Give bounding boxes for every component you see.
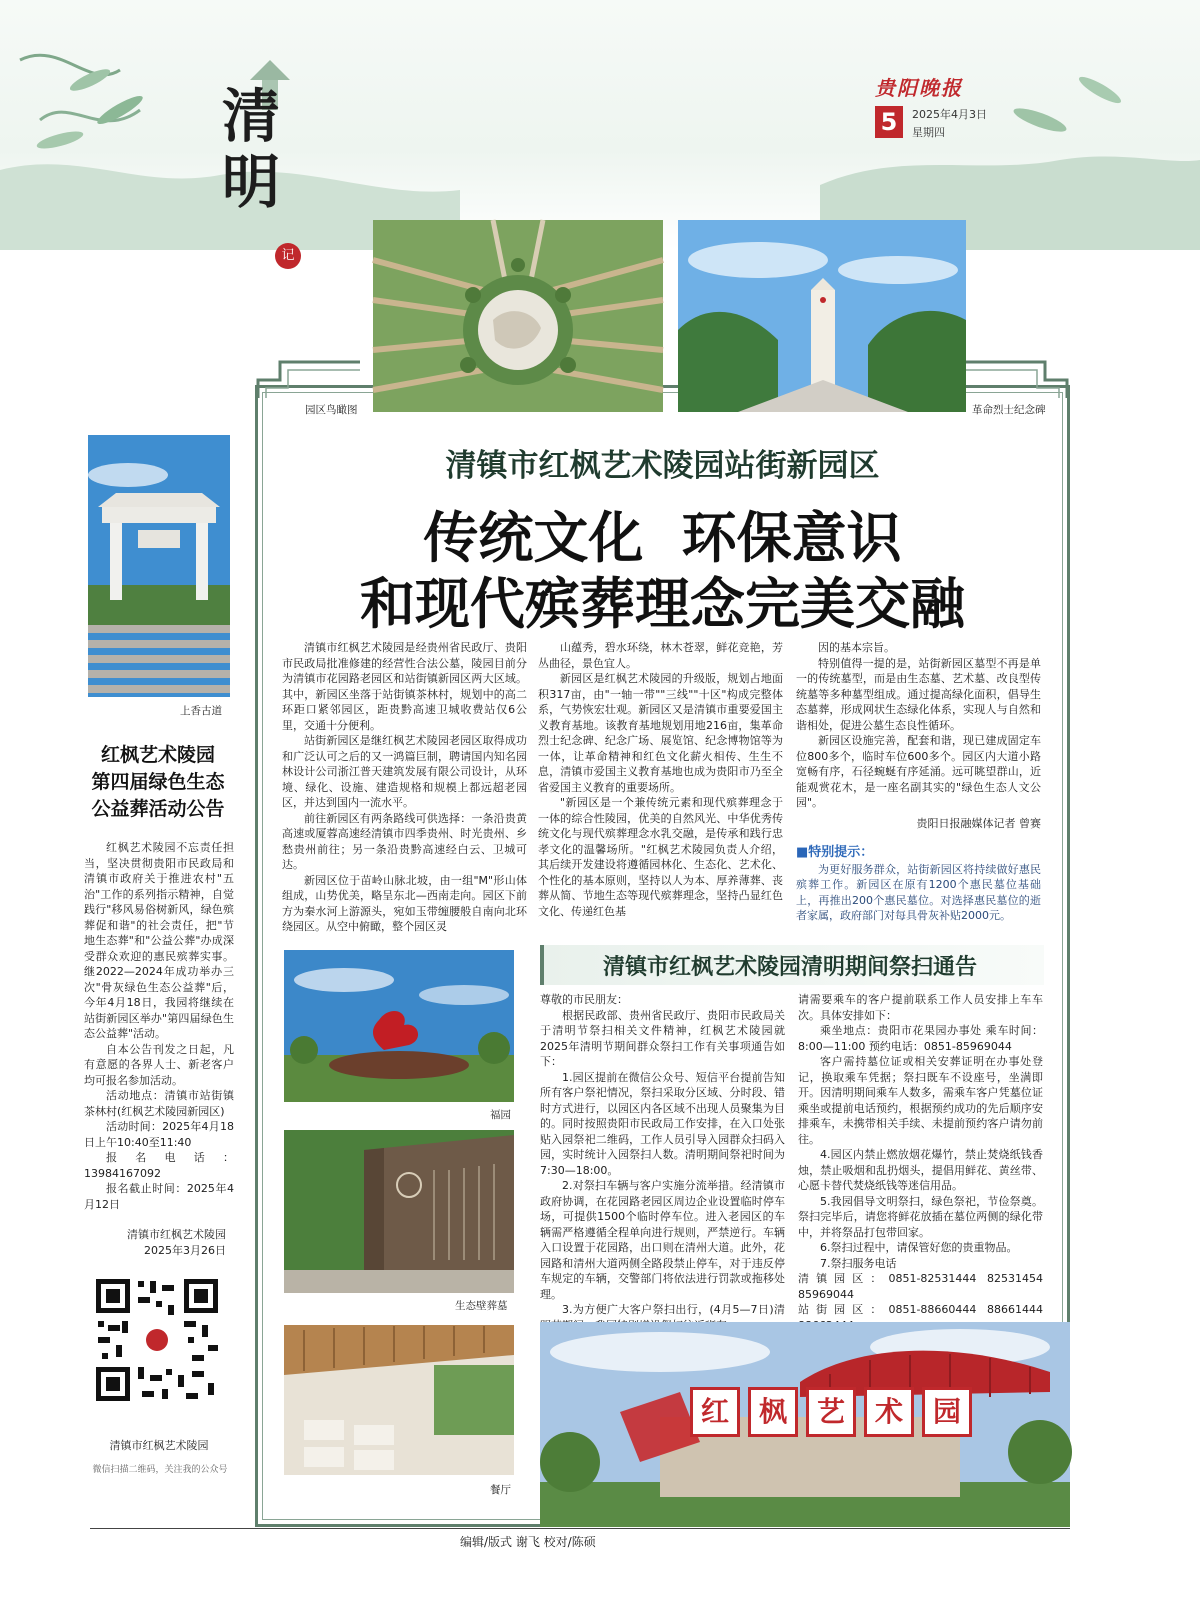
restaurant-photo: [284, 1325, 514, 1475]
article-paragraph: 新园区设施完善，配套和谐，现已建成固定车位800多个，临时车位600多个。园区内大道小路宽畅有序，石径蜿蜒有序延涌。远可眺望群山，近能观赏花木，是一座名副其实的"绿色生态人文公园"。: [796, 734, 1041, 809]
incense-path-caption: 上香古道: [180, 705, 222, 717]
sidebar-paragraph: 报名截止时间：2025年4月12日: [84, 1182, 234, 1211]
monument-caption: 革命烈士纪念碑: [972, 404, 1046, 416]
incense-path-image: [88, 435, 230, 697]
fu-garden-photo: [284, 950, 514, 1102]
sidebar-title-line: 第四届绿色生态: [91, 771, 225, 793]
issue-weekday: 星期四: [912, 126, 945, 139]
article-paragraph: "新园区是一个兼传统元素和现代殡葬理念于一体的综合性陵园，优美的自然风光、中华优秀传统文化与现代殡葬理念水乳交融，是传承和践行忠孝文化的温馨场所。"红枫艺术陵园负责人介绍，其后续开发建设将遵循园林化、生态化、艺术化、个性化的基本原则，坚持以人为本、厚养薄葬、丧葬从简、节地生态等现代殡葬理念，坚持凸显红色文化、传递红色基: [538, 796, 783, 918]
sidebar-paragraph: 活动地点：清镇市站街镇茶林村(红枫艺术陵园新园区): [84, 1089, 234, 1118]
paper-name: 贵阳晚报: [875, 76, 963, 100]
sign-char: 术: [864, 1387, 914, 1437]
sign-char: 艺: [806, 1387, 856, 1437]
notice-column-1: [540, 992, 785, 1322]
tip-text: 为更好服务群众，站街新园区将持续做好惠民殡葬工作。新园区在原有1200个惠民墓位基础上，再推出200个惠民墓位。对选择惠民墓位的逝者家属，政府部门对每具骨灰补贴2000元。: [796, 862, 1041, 922]
tip-label-text: 特别提示：: [808, 844, 874, 860]
footer-credits: 编辑/版式 谢飞 校对/陈硕: [460, 1535, 596, 1549]
sign-char: 红: [690, 1387, 740, 1437]
restaurant-caption: 餐厅: [490, 1484, 511, 1496]
article-paragraph: 新园区位于苗岭山脉北坡，由一组"M"形山体组成，山势优美，略呈东北—西南走向。园区下前方为秦水河上游源头，宛如玉带缠腰般自南向北环绕园区。从空中俯瞰，整个园区灵: [282, 873, 527, 933]
phone-value: 0851-82531444 82531454 85969044: [798, 1272, 1043, 1301]
frame-corner-left: [250, 352, 370, 402]
sidebar-paragraph: 自本公告刊发之日起，凡有意愿的各界人士、新老客户均可报名参加活动。: [84, 1042, 234, 1087]
article-paragraph: 前往新园区有两条路线可供选择：一条沿贵黄高速或厦蓉高速经清镇市四季贵州、时光贵州、乡愁贵州前往；另一条沿贵黔高速经白云、卫城可达。: [282, 811, 527, 871]
qr-hint: 微信扫描二维码，关注我的公众号: [92, 1465, 228, 1475]
byline: 贵阳日报融媒体记者 曾赛: [916, 816, 1041, 830]
article-column-1: [282, 640, 527, 950]
sidebar-signature: 清镇市红枫艺术陵园: [127, 1228, 226, 1241]
notice-paragraph: 请需要乘车的客户提前联系工作人员安排上车车次。具体安排如下：: [798, 993, 1043, 1022]
qr-label: 清镇市红枫艺术陵园: [109, 1439, 209, 1452]
notice-paragraph: 7.祭扫服务电话: [820, 1256, 897, 1270]
wall-burial-photo: [284, 1130, 514, 1293]
sign-char: 枫: [748, 1387, 798, 1437]
notice-column-2: [798, 992, 1043, 1322]
wall-burial-caption: 生态壁葬墓: [455, 1300, 508, 1312]
restaurant-image: [284, 1325, 514, 1475]
sidebar-title: [78, 742, 238, 823]
notice-paragraph: 乘坐地点：贵阳市花果园办事处 乘车时间：8:00—11:00 预约电话：0851-85969044: [798, 1024, 1043, 1053]
article-column-3: [796, 640, 1041, 960]
monument-image: [678, 220, 966, 412]
aerial-view-photo: [373, 220, 663, 412]
kicker: 清镇市红枫艺术陵园站街新园区: [445, 448, 880, 484]
sidebar-title-line: 红枫艺术陵园: [100, 744, 215, 766]
notice-paragraph: 客户需持墓位证或相关安葬证明在办事处登记，换取乘车凭据；祭扫既车不设座号，坐满即开。因清明期间乘车人数多，需乘车客户凭墓位证乘坐或提前电话预约，根据预约成功的先后顺序安排乘车，未携带相关手续、未提前预约客户请勿前往。: [798, 1055, 1043, 1146]
article-paragraph: 因的基本宗旨。: [818, 641, 895, 654]
landscape-illustration: [0, 0, 1200, 250]
notice-paragraph: 6.祭扫过程中，请保管好您的贵重物品。: [820, 1241, 1018, 1254]
gate-sign-letters: [690, 1387, 972, 1437]
article-paragraph: 站街新园区是继红枫艺术陵园老园区取得成功和广泛认可之后的又一鸿篇巨制，聘请国内知名园林设计公司浙江普天建筑发展有限公司设计，从环境、绿化、设施、建造规格和规模上都远超老园区，并达到国内一流水平。: [282, 734, 527, 809]
phone-label: 清镇园区：: [798, 1272, 889, 1285]
article-paragraph: 山蕴秀，碧水环绕，林木苍翠，鲜花竞艳，芳丛曲径，景色宜人。: [538, 641, 783, 670]
article-paragraph: 特别值得一提的是，站街新园区墓型不再是单一的传统墓型，而是由生态墓、艺术墓、改良型传统墓等多种墓型组成。通过提高绿化面积，倡导生态墓葬，形成网状生态绿化体系，实现人与自然和谐相处，促进公墓生态良性循环。: [796, 656, 1041, 732]
headline-line2: 和现代殡葬理念完美交融: [359, 571, 965, 636]
sidebar-sign-date: 2025年3月26日: [144, 1244, 226, 1257]
frame-corner-right: [955, 352, 1075, 402]
page-number: 5: [875, 106, 903, 138]
sidebar-body: [84, 840, 234, 1220]
wall-burial-image: [284, 1130, 514, 1293]
notice-paragraph: 3.为方便广大客户祭扫出行，(4月5—7日)清: [562, 1303, 785, 1316]
notice-paragraph: 根据民政部、贵州省民政厅、贵阳市民政局关于清明节祭扫相关文件精神，红枫艺术陵园就2025年清明节期间群众祭扫工作有关事项通告如下：: [540, 1008, 785, 1068]
aerial-view-image: [373, 220, 663, 412]
fu-garden-caption: 福园: [490, 1109, 511, 1121]
sidebar-paragraph: 报名电话：13984167092: [84, 1151, 234, 1180]
header-band: [0, 0, 1200, 263]
headline-line1: 传统文化 环保意识: [423, 505, 902, 570]
column-seal: 记: [275, 243, 301, 269]
sidebar-paragraph: 活动时间：2025年4月18日上午10:40至11:40: [84, 1120, 234, 1149]
footer-rule: [90, 1528, 1070, 1529]
column-title: 清明: [212, 85, 280, 217]
incense-path-photo: [88, 435, 230, 697]
notice-paragraph: 4.园区内禁止燃放烟花爆竹，禁止焚烧纸钱香烛，禁止吸烟和乱扔烟头，提倡用鲜花、黄丝带、心愿卡替代焚烧纸钱等迷信用品。: [798, 1148, 1043, 1192]
notice-paragraph: 5.我园倡导文明祭扫，绿色祭祀，节俭祭奠。祭扫完毕后，请您将鲜花放插在墓位两侧的绿化带中，并将祭品打包带回家。: [798, 1194, 1043, 1239]
sign-char: 园: [922, 1387, 972, 1437]
phone-value: 0851-88660444 88661444: [888, 1303, 1043, 1316]
tip-label: ■特别提示：: [796, 844, 874, 860]
fu-garden-image: [284, 950, 514, 1102]
article-paragraph: 新园区是红枫艺术陵园的升级版，规划占地面积317亩，由"一轴一带""三线""十区"构成完整体系，气势恢宏壮观。新园区又是清镇市重要爱国主义教育基地。该教育基地规划用地216亩，集革命烈士纪念碑、纪念广场、展览馆、纪念博物馆等为一体，让革命精神和红色文化薪火相传、生生不息，清镇市爱国主义教育基地也成为贵阳市乃至全省爱国主义教育的重要场所。: [538, 672, 783, 794]
notice-paragraph: 1.园区提前在微信公众号、短信平台提前告知所有客户祭祀情况，祭扫采取分区域、分时段、错时方式进行，以园区内各区域不出现人员聚集为目的。同时按照贵阳市民政局工作安排，在入口处张贴入园祭祀二维码，工作人员引导入园群众扫码入园，实时统计入园祭扫人数。清明期间祭祀时间为7:30—18:00。: [540, 1070, 785, 1177]
phone-label: 站街园区：: [798, 1303, 889, 1316]
gate-sign-photo: [540, 1322, 1070, 1527]
sidebar-title-line: 公益葬活动公告: [91, 798, 225, 820]
notice-title: 清镇市红枫艺术陵园清明期间祭扫通告: [602, 954, 977, 980]
qr-code[interactable]: [92, 1275, 222, 1405]
notice-paragraph: 尊敬的市民朋友：: [540, 993, 628, 1006]
monument-photo: [678, 220, 966, 412]
aerial-caption: 园区鸟瞰图: [305, 404, 358, 416]
sidebar-paragraph: 红枫艺术陵园不忘责任担当，坚决贯彻贵阳市民政局和清镇市政府关于推进农村"五治"工作的系列指示精神，自觉践行"移风易俗树新风，绿色殡葬促和谐"的社会责任，把"节地生态葬"和"公益公葬"办成深受群众欢迎的惠民殡葬实事。继2022—2024年成功举办三次"骨灰绿色生态公益葬"后，今年4月18日，我园将继续在站街新园区举办"第四届绿色生态公益葬"活动。: [84, 841, 234, 1040]
issue-date: 2025年4月3日: [912, 108, 987, 121]
article-column-2: [538, 640, 783, 950]
article-paragraph: 清镇市红枫艺术陵园是经贵州省民政厅、贵阳市民政局批准修建的经营性合法公墓，陵园目前分为清镇市花园路老园区和站街镇新园区两大区域。其中，新园区坐落于站街镇茶林村，规划中的高二环距口紧邻园区，距贵黔高速卫城收费站仅6公里，交通十分便利。: [282, 641, 527, 732]
phone-row: [798, 1271, 1043, 1302]
notice-paragraph: 2.对祭扫车辆与客户实施分流举措。经清镇市政府协调，在花园路老园区周边企业设置临时停车场，可提供1500个临时停车位。进入老园区的车辆需严格遵循全程单向进行规则，严禁逆行。车辆入口设置于花园路，出口则在清州大道。此外，花园路和清州大道两侧全路段禁止停车，对于违反停车规定的车辆，交警部门将依法进行罚款或拖移处理。: [540, 1179, 785, 1301]
